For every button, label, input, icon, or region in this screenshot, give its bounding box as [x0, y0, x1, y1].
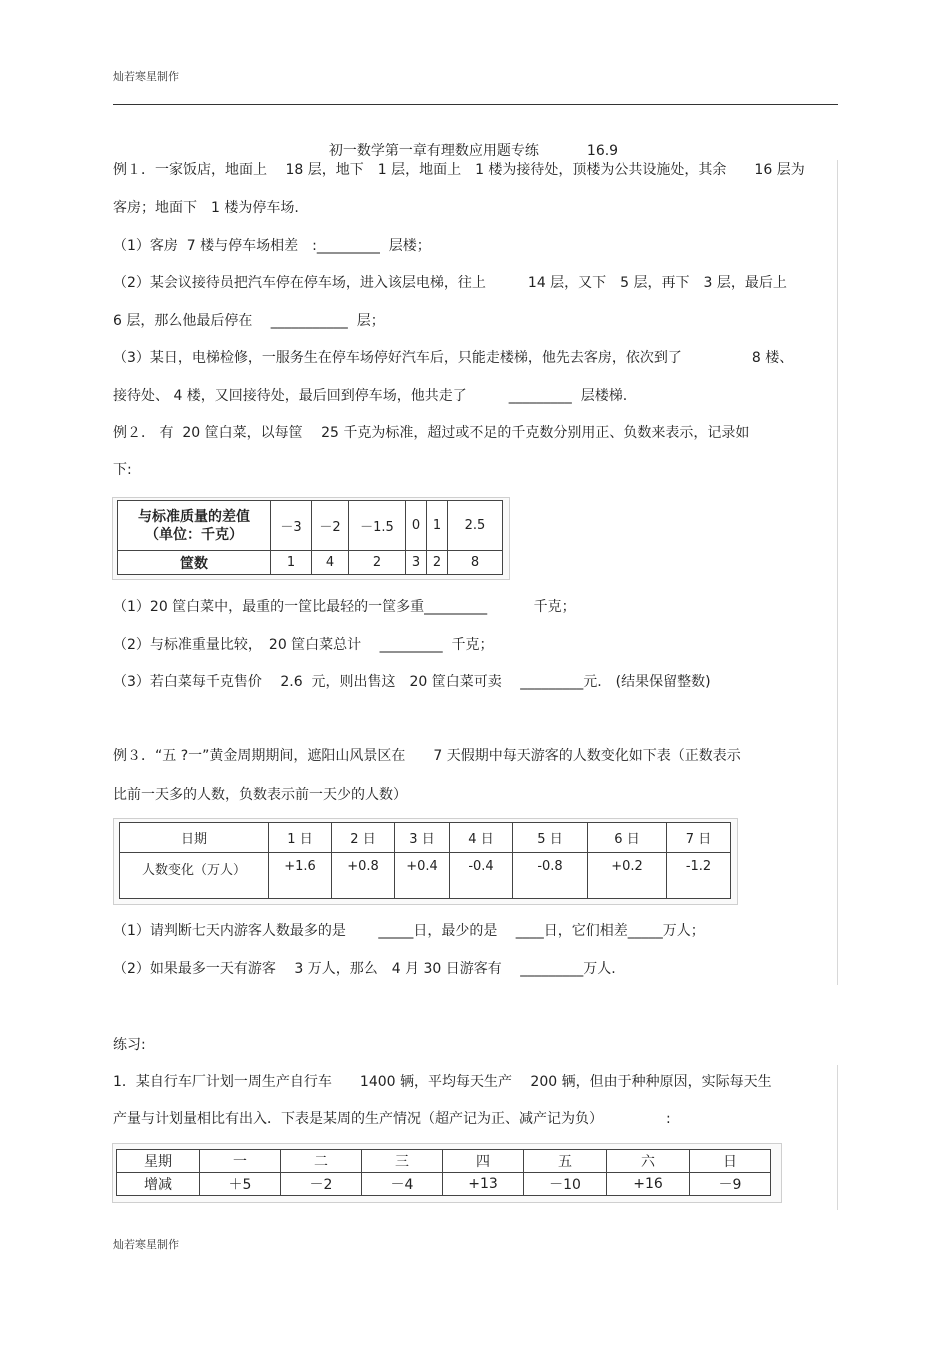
visitor-change-cell: +0.8: [332, 853, 395, 899]
visitor-change-table: [119, 822, 731, 899]
date-cell: 6 日: [588, 823, 667, 853]
example3-q2: （2）如果最多一天有游客 3 万人，那么 4 月 30 日游客有 _________万人.: [113, 961, 616, 977]
weekday-cell: 五: [524, 1150, 607, 1173]
production-change-cell: +16: [607, 1173, 690, 1196]
weight-diff-cell: 1: [427, 501, 448, 551]
example2-line-2: 下:: [113, 462, 132, 478]
basket-count-cell: 4: [312, 551, 349, 575]
right-margin-line: [837, 160, 838, 985]
example3-q1: （1）请判断七天内游客人数最多的是 _____日，最少的是 ____日，它们相差_____万人；: [113, 923, 705, 939]
date-cell: 2 日: [332, 823, 395, 853]
exercise1-line-2: 产量与计划量相比有出入．下表是某周的生产情况（超产记为正、减产记为负） :: [113, 1111, 671, 1127]
example2-q3: （3）若白菜每千克售价 2.6 元，则出售这 20 筐白菜可卖 _________元. (结果保留整数): [113, 674, 711, 690]
example3-line-1: 例３．“五 ?一”黄金周期期间，遮阳山风景区在 7 天假期中每天游客的人数变化如下表（正数表示: [113, 748, 741, 764]
example2-q2: （2）与标准重量比较， 20 筐白菜总计 _________ 千克；: [113, 637, 494, 653]
basket-count-cell: 3: [406, 551, 427, 575]
weight-diff-header-line2: （单位：千克）: [145, 526, 243, 543]
date-header: 日期: [120, 823, 269, 853]
visitor-change-cell: -0.8: [513, 853, 588, 899]
example1-q2: （2）某会议接待员把汽车停在停车场，进入该层电梯，往上 14 层，又下 5 层，再下 3 层，最后上: [113, 275, 787, 291]
production-change-header: 增减: [117, 1173, 200, 1196]
example3-line-2: 比前一天多的人数，负数表示前一天少的人数）: [113, 787, 407, 803]
page-footer-text: 灿若寒星制作: [113, 1238, 179, 1251]
right-margin-line-lower: [837, 1065, 838, 1210]
weekday-cell: 二: [281, 1150, 362, 1173]
page-title: [320, 124, 618, 160]
basket-count-cell: 2: [349, 551, 406, 575]
production-change-cell: －10: [524, 1173, 607, 1196]
production-change-cell: +13: [443, 1173, 524, 1196]
visitor-change-cell: -1.2: [667, 853, 731, 899]
weekday-header: 星期: [117, 1150, 200, 1173]
exercise-heading: 练习:: [113, 1037, 146, 1053]
visitor-change-cell: +1.6: [269, 853, 332, 899]
production-change-cell: －2: [281, 1173, 362, 1196]
example1-q3-cont: 接待处、 4 楼，又回接待处，最后回到停车场，他共走了 _________ 层楼梯.: [113, 388, 628, 404]
page-header-text: 灿若寒星制作: [113, 70, 179, 83]
visitor-change-cell: +0.4: [395, 853, 450, 899]
bicycle-production-table: [116, 1149, 771, 1196]
example1-q2-cont: 6 层，那么他最后停在 ___________ 层；: [113, 313, 385, 329]
weight-diff-header-line1: 与标准质量的差值: [138, 508, 250, 525]
weight-diff-cell: －1.5: [349, 501, 406, 551]
production-change-cell: ＋5: [200, 1173, 281, 1196]
example1-line-2: 客房；地面下 1 楼为停车场.: [113, 200, 299, 216]
header-divider: [113, 104, 838, 105]
visitor-change-header: 人数变化（万人）: [120, 853, 269, 899]
example1-q3: （3）某日，电梯检修，一服务生在停车场停好汽车后，只能走楼梯，他先去客房，依次到了 8 楼、: [113, 350, 794, 366]
date-cell: 3 日: [395, 823, 450, 853]
weekday-cell: 三: [362, 1150, 443, 1173]
basket-count-cell: 1: [271, 551, 312, 575]
weekday-cell: 日: [690, 1150, 771, 1173]
production-change-cell: －9: [690, 1173, 771, 1196]
weekday-cell: 四: [443, 1150, 524, 1173]
example2-line-1: 例２． 有 20 筐白菜，以每筐 25 千克为标准，超过或不足的千克数分别用正、负数来表示，记录如: [113, 425, 750, 441]
weekday-cell: 六: [607, 1150, 690, 1173]
page-title-text: 初一数学第一章有理数应用题专练: [328, 143, 539, 159]
weight-diff-cell: 0: [406, 501, 427, 551]
example1-line-1: 例１．一家饭店，地面上 18 层，地下 1 层，地面上 1 楼为接待处，顶楼为公共设施处，其余 16 层为: [113, 162, 805, 178]
example1-q1: （1）客房 7 楼与停车场相差 :_________ 层楼；: [113, 238, 431, 254]
cabbage-weight-table: [117, 500, 503, 575]
example2-q1: （1）20 筐白菜中，最重的一筐比最轻的一筐多重_________ 千克；: [113, 599, 576, 615]
visitor-change-cell: +0.2: [588, 853, 667, 899]
basket-count-cell: 2: [427, 551, 448, 575]
basket-count-header: 筐数: [118, 551, 271, 575]
visitor-change-cell: -0.4: [450, 853, 513, 899]
date-cell: 5 日: [513, 823, 588, 853]
weight-diff-header: [118, 501, 271, 551]
date-cell: 1 日: [269, 823, 332, 853]
date-cell: 7 日: [667, 823, 731, 853]
weight-diff-cell: 2.5: [448, 501, 503, 551]
weight-diff-cell: －3: [271, 501, 312, 551]
basket-count-cell: 8: [448, 551, 503, 575]
date-cell: 4 日: [450, 823, 513, 853]
weekday-cell: 一: [200, 1150, 281, 1173]
weight-diff-cell: －2: [312, 501, 349, 551]
exercise1-line-1: 1．某自行车厂计划一周生产自行车 1400 辆，平均每天生产 200 辆，但由于种种原因，实际每天生: [113, 1074, 772, 1090]
page-title-version: 16.9: [586, 143, 619, 159]
production-change-cell: －4: [362, 1173, 443, 1196]
